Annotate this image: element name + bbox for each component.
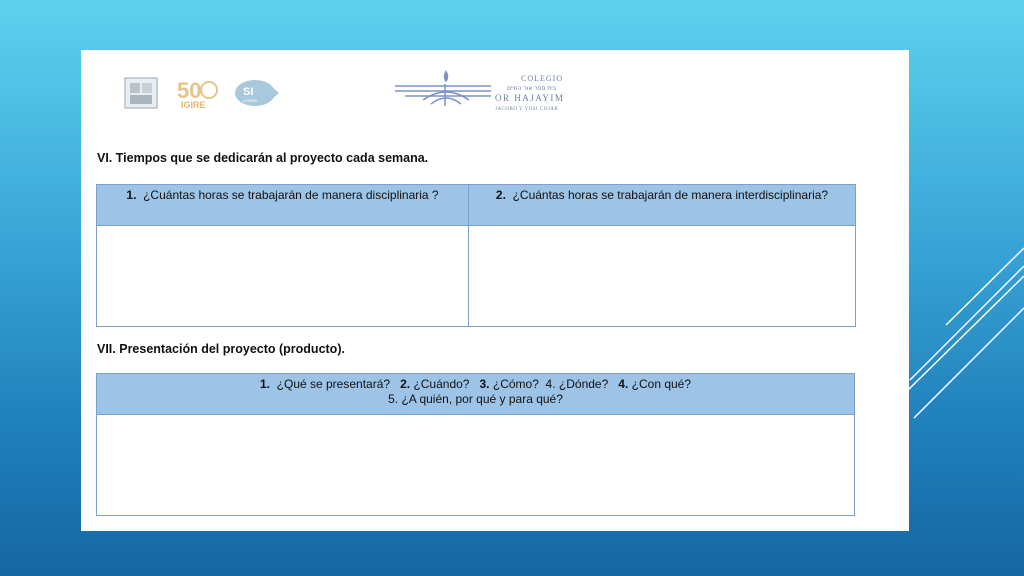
question-number: 2. bbox=[400, 377, 411, 391]
question-text: ¿Con qué? bbox=[631, 377, 692, 391]
colegio-or-hajayim-logo bbox=[391, 66, 591, 116]
svg-text:SI: SI bbox=[243, 86, 254, 98]
question-text: ¿A quién, por qué y para qué? bbox=[401, 392, 563, 406]
table-answer-row bbox=[97, 226, 856, 327]
answer-cell-presentation[interactable] bbox=[97, 415, 855, 516]
igire-logo-icon bbox=[173, 76, 221, 110]
svg-text:COLEGIO: COLEGIO bbox=[521, 74, 564, 83]
svg-text:JACOBO Y YOSI COJAB: JACOBO Y YOSI COJAB bbox=[495, 107, 559, 112]
table-header-row bbox=[97, 374, 855, 415]
question-number: 3. bbox=[479, 377, 490, 391]
presentation-table bbox=[96, 373, 855, 516]
question-number: 2. bbox=[495, 188, 506, 202]
question-text: ¿Cuántas horas se trabajarán de manera disciplinaria ? bbox=[143, 188, 439, 202]
header-cell-interdisciplinary bbox=[469, 185, 856, 226]
svg-text:OR HAJAYIM: OR HAJAYIM bbox=[495, 93, 565, 103]
question-number: 1. bbox=[126, 188, 137, 202]
svg-text:IGIRE: IGIRE bbox=[181, 100, 206, 110]
document-page bbox=[81, 50, 909, 531]
table-answer-row bbox=[97, 415, 855, 516]
svg-text:LIDERA: LIDERA bbox=[243, 98, 258, 103]
question-text: ¿Dónde? bbox=[558, 377, 609, 391]
si-lidera-logo-icon bbox=[233, 78, 279, 108]
decorative-lines bbox=[900, 240, 1024, 430]
header-cell-questions bbox=[97, 374, 855, 415]
answer-cell-interdisciplinary[interactable] bbox=[469, 226, 856, 327]
section-6-title: VI. Tiempos que se dedicarán al proyecto cada semana. bbox=[97, 151, 429, 165]
svg-text:50: 50 bbox=[177, 78, 202, 103]
question-number: 1. bbox=[259, 377, 270, 391]
unam-seal-icon bbox=[121, 76, 161, 110]
svg-text:בית ספר אור החיים: בית ספר אור החיים bbox=[507, 85, 557, 92]
question-text: ¿Cuántas horas se trabajarán de manera interdisciplinaria? bbox=[512, 188, 829, 202]
question-text: ¿Cómo? bbox=[492, 377, 539, 391]
question-text: ¿Cuándo? bbox=[413, 377, 470, 391]
question-number: 4. bbox=[618, 377, 629, 391]
table-header-row bbox=[97, 185, 856, 226]
question-number: 5. bbox=[388, 392, 399, 406]
answer-cell-disciplinary[interactable] bbox=[97, 226, 469, 327]
question-number: 4. bbox=[545, 377, 556, 391]
header-cell-disciplinary bbox=[97, 185, 469, 226]
question-text: ¿Qué se presentará? bbox=[276, 377, 391, 391]
weekly-time-table bbox=[96, 184, 856, 327]
section-7-title: VII. Presentación del proyecto (producto). bbox=[97, 342, 345, 356]
